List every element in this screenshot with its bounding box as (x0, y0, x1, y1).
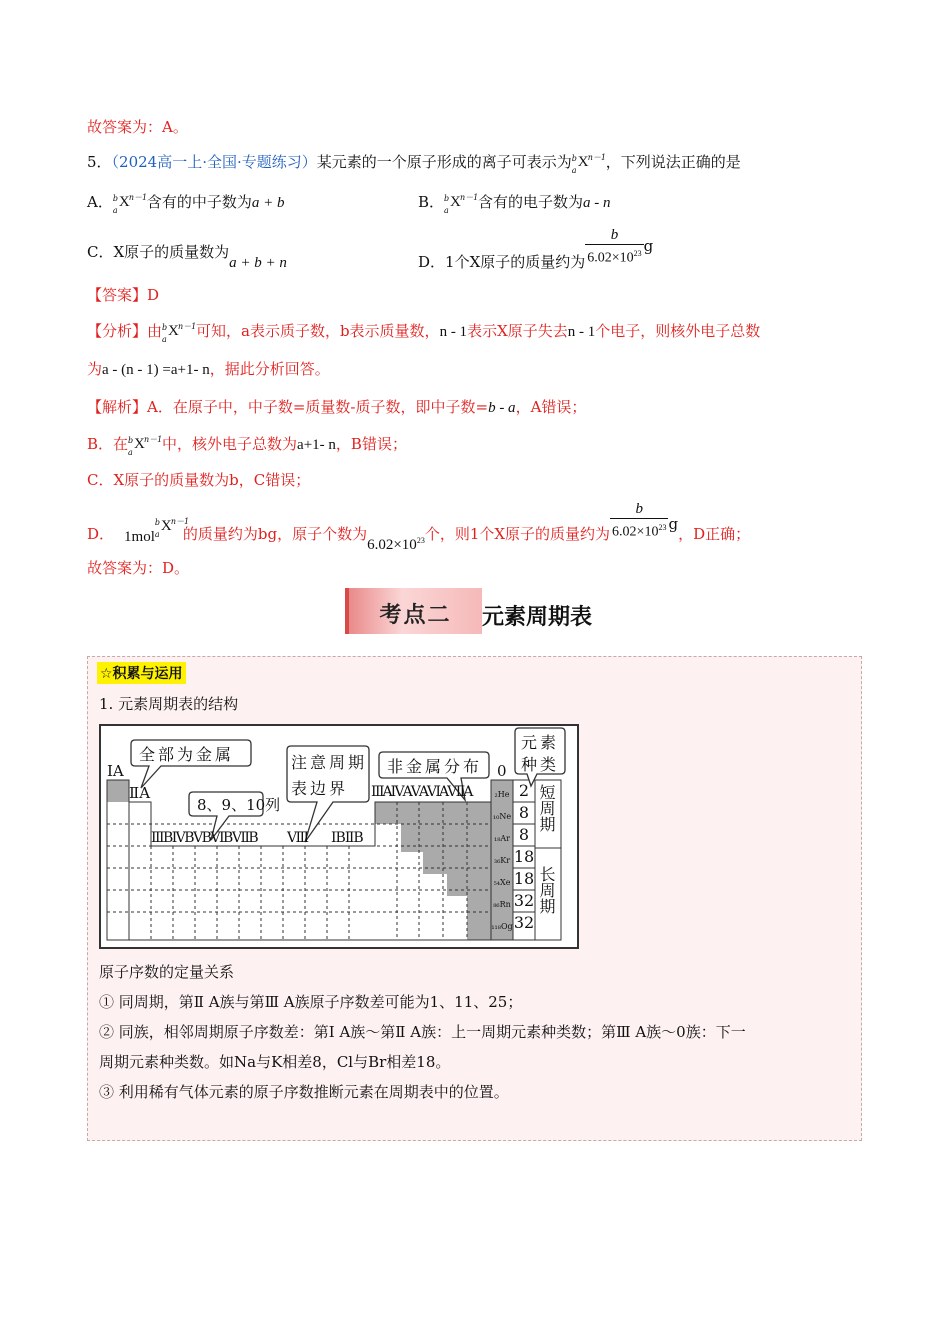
stem-text: 某元素的一个原子形成的离子可表示为 (316, 153, 572, 171)
group-2a-label: ⅡA (129, 784, 151, 802)
cell-1a-shaded (107, 780, 129, 802)
stem-text-end: ，下列说法正确的是 (605, 153, 741, 171)
item-1-heading: 1. 元素周期表的结构 (99, 695, 239, 713)
group-b-labels: ⅢBⅣBⅤBⅥBⅦB (151, 830, 258, 846)
explain-c: C．X原子的质量数为b，C错误； (87, 471, 311, 489)
analysis-line-1: 【分析】由 b a X n－1 可知，a表示质子数，b表示质量数，n - 1表示X原子失去n - 1个电子，则核外电子总数 (87, 322, 761, 344)
callout-border-1: 注意周期 (291, 753, 368, 772)
ion-symbol: b a X n－1 (444, 193, 479, 215)
question-source[interactable]: （2024高一上·全国·专题练习） (111, 153, 317, 171)
analysis-line-2: 为a - (n - 1) =a+1- n，据此分析回答。 (87, 360, 330, 378)
box-tag: ☆积累与运用 (97, 662, 186, 684)
rule-3: ③ 利用稀有气体元素的原子序数推断元素在周期表中的位置。 (99, 1083, 509, 1101)
section-title: 元素周期表 (482, 605, 593, 630)
group-1b2b-label: ⅠBⅡB (331, 830, 363, 846)
noble-gas-list: ₂He ₁₀Ne ₁₈Ar ₃₆Kr ₅₄Xe ₈₆Rn ₁₁₈Og (491, 790, 513, 931)
rule-2a: ② 同族，相邻周期原子序数差：第Ⅰ A族～第Ⅱ A族：上一周期元素种类数；第Ⅲ A族～0族：下一 (99, 1023, 746, 1041)
callout-8910: 8、9、10列 (197, 796, 281, 814)
short-period-label: 短周期 (537, 784, 556, 832)
explain-d: D． 1mol b a X n－1 的质量约为bg，原子个数为$6.02\times 10^{23}$个，则1个X原子的质量约为 $\frac{b}{6.02\times 10^{23}}$ g，D正确； (87, 501, 751, 553)
option-d[interactable]: D．1个X原子的质量约为 $\frac{b}{6.02\times 10^{23}}$ g (418, 227, 654, 271)
explain-b: B．在 b a X n－1 中，核外电子总数为a+1- n，B错误； (87, 435, 407, 457)
option-b[interactable]: B． b a X n－1 含有的电子数为a - n (418, 193, 611, 215)
answer-label: 【答案】D (87, 286, 160, 304)
callout-border-2: 表边界 (291, 779, 349, 798)
group-a-labels: ⅢAⅣAⅤAⅥAⅦA (371, 784, 472, 800)
ion-symbol: b a X n－1 (571, 153, 607, 175)
element-count-list: 2 8 8 18 18 32 32 (513, 781, 535, 932)
periodic-table-diagram (99, 724, 579, 949)
group-8-label: Ⅷ (287, 830, 310, 846)
callout-kinds-2: 种类 (521, 755, 560, 774)
ion-symbol: b a X n－1 (112, 193, 148, 215)
mass-fraction: $\frac{b}{6.02\times 10^{23}}$ (587, 227, 642, 266)
quant-title: 原子序数的定量关系 (99, 963, 235, 981)
section-badge: 考点二 (345, 588, 482, 634)
q4-conclusion: 故答案为：A。 (87, 118, 188, 136)
rule-2b: 周期元素种类数。如Na与K相差8，Cl与Br相差18。 (99, 1053, 451, 1071)
question-5-stem (87, 152, 741, 175)
question-number: 5． (87, 153, 112, 171)
callout-kinds-1: 元素 (521, 733, 560, 752)
option-a[interactable]: A． b a X n－1 含有的中子数为a + b (87, 193, 285, 215)
option-c[interactable]: C．X原子的质量数为a + b + n (87, 243, 287, 271)
group-1a-label: ⅠA (107, 762, 124, 780)
long-period-label: 长周期 (537, 866, 556, 914)
conclusion: 故答案为：D。 (87, 559, 190, 577)
callout-metal: 全部为金属 (139, 745, 235, 764)
rule-1: ① 同周期，第Ⅱ A族与第Ⅲ A族原子序数差可能为1、11、25； (99, 993, 523, 1011)
explain-a: 【解析】A．在原子中，中子数=质量数-质子数，即中子数=b - a，A错误； (87, 398, 587, 416)
nonmetal-region (375, 802, 491, 940)
callout-nonmetal: 非金属分布 (387, 757, 483, 776)
group-0-label: 0 (497, 762, 507, 780)
